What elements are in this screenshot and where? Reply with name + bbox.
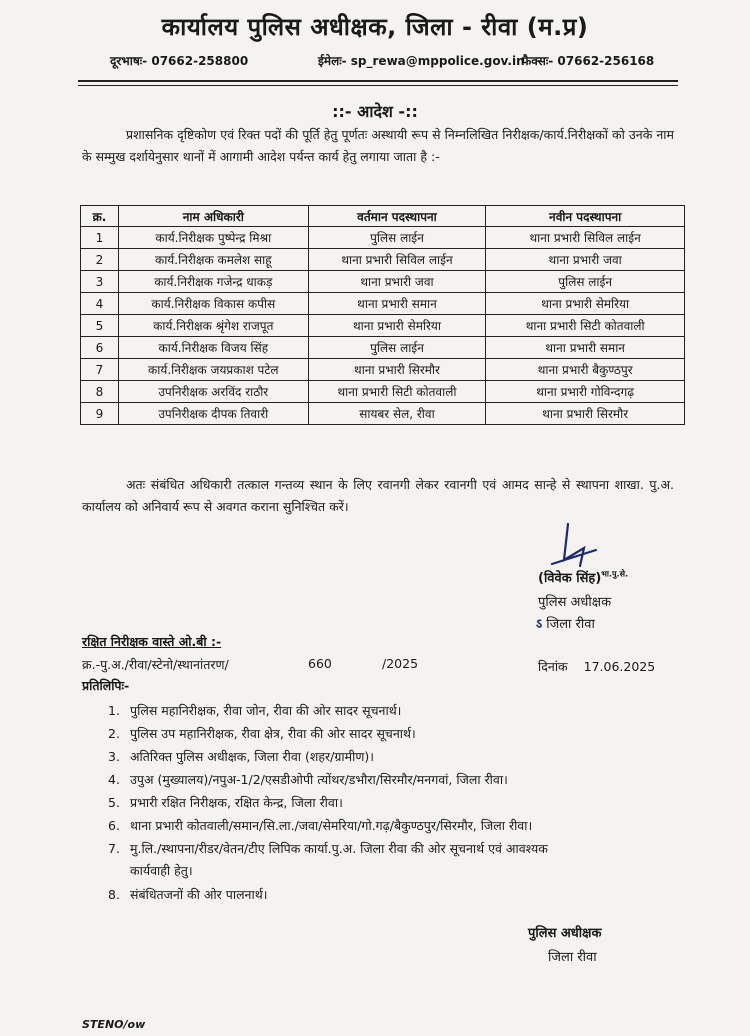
footer-district: जिला रीवा xyxy=(548,950,597,965)
new-posting-cell: थाना प्रभारी सेमरिया xyxy=(486,293,685,315)
list-number: 3. xyxy=(108,749,120,764)
list-item-continued: कार्यवाही हेतु। xyxy=(130,863,193,878)
current-posting-cell: पुलिस लाईन xyxy=(308,227,486,249)
current-posting-cell: सायबर सेल, रीवा xyxy=(308,403,486,425)
office-title: कार्यालय पुलिस अधीक्षक, जिला - रीवा (म.प्र) xyxy=(161,13,589,41)
table-row xyxy=(81,337,685,359)
table-row xyxy=(81,403,685,425)
col-header-officer: नाम अधिकारी xyxy=(118,206,308,227)
list-number: 5. xyxy=(108,795,120,810)
order-closing: अतः संबंधित अधिकारी तत्काल गन्तव्य स्थान के लिए रवानगी लेकर रवानगी एवं आमद सान्हे से स्थापना शाखा. पु.अ. कार्यालय को अनिवार्य रूप से अवगत कराना सुनिश्चित करें। xyxy=(82,477,674,514)
officer-cell: कार्य.निरीक्षक विजय सिंह xyxy=(118,337,308,359)
list-number: 2. xyxy=(108,726,120,741)
table-row xyxy=(81,249,685,271)
current-posting-cell: थाना प्रभारी सिटी कोतवाली xyxy=(308,381,486,403)
signatory-name-line xyxy=(538,568,628,586)
list-item xyxy=(108,838,548,860)
list-number: 8. xyxy=(108,887,120,902)
officer-cell: कार्य.निरीक्षक पुष्पेन्द्र मिश्रा xyxy=(118,227,308,249)
serial-cell: 2 xyxy=(81,249,119,271)
list-item xyxy=(108,746,374,768)
list-text: अतिरिक्त पुलिस अधीक्षक, जिला रीवा (शहर/ग्रामीण)। xyxy=(130,749,374,764)
current-posting-cell: थाना प्रभारी सिरमौर xyxy=(308,359,486,381)
reference-serial: 660 xyxy=(308,656,332,671)
current-posting-cell: पुलिस लाईन xyxy=(308,337,486,359)
new-posting-cell: थाना प्रभारी सिरमौर xyxy=(486,403,685,425)
list-item xyxy=(108,769,508,791)
new-posting-cell: थाना प्रभारी बैकुण्ठपुर xyxy=(486,359,685,381)
footer-designation: पुलिस अधीक्षक xyxy=(528,926,602,941)
table-row xyxy=(81,271,685,293)
serial-cell: 3 xyxy=(81,271,119,293)
table-row xyxy=(81,227,685,249)
serial-cell: 4 xyxy=(81,293,119,315)
serial-cell: 7 xyxy=(81,359,119,381)
serial-cell: 6 xyxy=(81,337,119,359)
signatory-district: जिला रीवा xyxy=(546,617,595,632)
list-text: पुलिस उप महानिरीक्षक, रीवा क्षेत्र, रीवा की ओर सादर सूचनार्थ। xyxy=(130,726,416,741)
officer-cell: कार्य.निरीक्षक कमलेश साहू xyxy=(118,249,308,271)
officer-cell: कार्य.निरीक्षक गजेन्द्र धाकड़ xyxy=(118,271,308,293)
order-heading: ::- आदेश -:: xyxy=(332,102,418,121)
list-number: 4. xyxy=(108,772,120,787)
table-row xyxy=(81,315,685,337)
list-number: 7. xyxy=(108,841,120,856)
col-header-current-posting: वर्तमान पदस्थापना xyxy=(308,206,486,227)
date-label: दिनांक xyxy=(538,659,568,674)
list-text: थाना प्रभारी कोतवाली/समान/सि.ला./जवा/सेमरिया/गो.गढ़/बैकुण्ठपुर/सिरमौर, जिला रीवा। xyxy=(130,818,533,833)
list-number: 1. xyxy=(108,703,120,718)
current-posting-cell: थाना प्रभारी सेमरिया xyxy=(308,315,486,337)
transfer-table xyxy=(80,205,685,425)
serial-cell: 9 xyxy=(81,403,119,425)
reference-number: क्र.-पु.अ./रीवा/स्टेनो/स्थानांतरण/ xyxy=(82,657,229,672)
list-item xyxy=(108,884,267,906)
header-rule-top xyxy=(78,80,678,82)
fax-number: फैक्सः- 07662-256168 xyxy=(522,54,655,68)
signatory-name: (विवेक सिंह) xyxy=(538,571,602,586)
new-posting-cell: थाना प्रभारी गोविन्दगढ़ xyxy=(486,381,685,403)
new-posting-cell: पुलिस लाईन xyxy=(486,271,685,293)
list-text: संबंधितजनों की ओर पालनार्थ। xyxy=(130,887,268,902)
officer-cell: उपनिरीक्षक अरविंद राठौर xyxy=(118,381,308,403)
officer-cell: कार्य.निरीक्षक विकास कपीस xyxy=(118,293,308,315)
list-item xyxy=(108,723,416,745)
table-header-row xyxy=(81,206,685,227)
signatory-designation: पुलिस अधीक्षक xyxy=(538,595,612,610)
new-posting-cell: थाना प्रभारी सिविल लाईन xyxy=(486,227,685,249)
order-intro: प्रशासनिक दृष्टिकोण एवं रिक्त पदों की पूर्ति हेतु पूर्णतः अस्थायी रूप से निम्नलिखित निरीक्षक/कार्य.निरीक्षकों को उनके नाम के सम्मुख दर्शायेनुसार थानों में आगामी आदेश पर्यन्त कार्य हेतु लगाया जाता है :- xyxy=(82,127,674,164)
phone-number: दूरभाषः- 07662-258800 xyxy=(110,54,249,68)
serial-cell: 5 xyxy=(81,315,119,337)
list-item xyxy=(108,700,401,722)
officer-cell: उपनिरीक्षक दीपक तिवारी xyxy=(118,403,308,425)
signatory-district-line xyxy=(536,614,595,632)
table-row xyxy=(81,293,685,315)
current-posting-cell: थाना प्रभारी जवा xyxy=(308,271,486,293)
col-header-new-posting: नवीन पदस्थापना xyxy=(486,206,685,227)
copy-label: प्रतिलिपिः- xyxy=(82,678,130,693)
date-line xyxy=(538,658,655,675)
current-posting-cell: थाना प्रभारी सिविल लाईन xyxy=(308,249,486,271)
list-text: प्रभारी रक्षित निरीक्षक, रक्षित केन्द्र, जिला रीवा। xyxy=(130,795,343,810)
col-header-serial: क्र. xyxy=(81,206,119,227)
district-mark: ऽ xyxy=(536,617,543,632)
table-row xyxy=(81,359,685,381)
dispatch-note: रक्षित निरीक्षक वास्ते ओ.बी :- xyxy=(82,634,222,649)
serial-cell: 1 xyxy=(81,227,119,249)
list-item xyxy=(108,792,343,814)
steno-reference: STENO/ow xyxy=(82,1018,146,1031)
signatory-service: भा.पु.से. xyxy=(601,569,629,579)
officer-cell: कार्य.निरीक्षक श्रृंगेश राजपूत xyxy=(118,315,308,337)
new-posting-cell: थाना प्रभारी समान xyxy=(486,337,685,359)
new-posting-cell: थाना प्रभारी जवा xyxy=(486,249,685,271)
reference-year: /2025 xyxy=(382,656,419,671)
current-posting-cell: थाना प्रभारी समान xyxy=(308,293,486,315)
officer-cell: कार्य.निरीक्षक जयप्रकाश पटेल xyxy=(118,359,308,381)
list-text: मु.लि./स्थापना/रीडर/वेतन/टीए लिपिक कार्या.पु.अ. जिला रीवा की ओर सूचनार्थ एवं आवश्यक xyxy=(130,841,548,856)
order-date: 17.06.2025 xyxy=(583,659,656,674)
table-row xyxy=(81,381,685,403)
serial-cell: 8 xyxy=(81,381,119,403)
list-text: पुलिस महानिरीक्षक, रीवा जोन, रीवा की ओर सादर सूचनार्थ। xyxy=(130,703,402,718)
new-posting-cell: थाना प्रभारी सिटी कोतवाली xyxy=(486,315,685,337)
email-address: ईमेलः- sp_rewa@mppolice.gov.in xyxy=(318,54,525,68)
list-text: उपुअ (मुख्यालय)/नपुअ-1/2/एसडीओपी त्योंथर/डभौरा/सिरमौर/मनगवां, जिला रीवा। xyxy=(130,772,508,787)
list-number: 6. xyxy=(108,818,120,833)
list-item xyxy=(108,815,532,837)
header-rule-bottom xyxy=(78,85,678,86)
